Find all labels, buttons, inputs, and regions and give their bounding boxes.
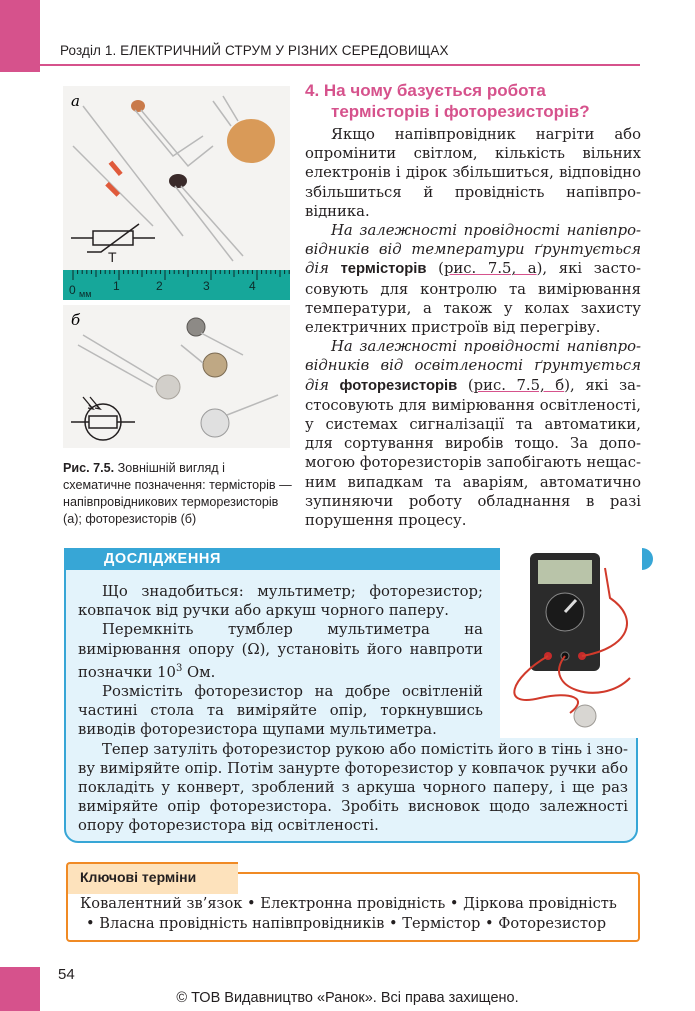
- photoresistor: [203, 353, 227, 377]
- figure-photoresistors: [63, 305, 290, 448]
- glass-thermistor: [105, 182, 120, 197]
- research-paragraph-3: Розмістіть фоторезистор на добре освітленій частині стола та виміряйте опір, торкнувшись виводів фоторезистора щупами мультиметра.: [78, 682, 483, 739]
- section-heading: [305, 80, 645, 122]
- caption-number: Рис. 7.5.: [63, 461, 115, 475]
- lead-wire: [201, 333, 243, 355]
- research-title: ДОСЛІДЖЕННЯ: [104, 551, 221, 567]
- disk-thermistor: [227, 119, 275, 163]
- figure-thermistors: [63, 86, 290, 270]
- key-terms-line-1: Ковалентний зв’язок • Електронна провідність • Діркова провідність: [80, 895, 617, 912]
- ruler-label-1: 1: [113, 279, 120, 293]
- ruler-label-4: 4: [249, 279, 256, 293]
- ruler-label-3: 3: [203, 279, 210, 293]
- svg-text:T: T: [108, 249, 117, 265]
- figure-ref-b[interactable]: рис. 7.5, б: [473, 376, 565, 394]
- research-paragraph-2: Перемкніть тумблер мультиметра на вимірювання опору (Ω), установіть його навпроти позначки $10^3$ Ом.: [78, 621, 483, 681]
- multimeter-display: [538, 560, 592, 584]
- caption-text: Зовнішній вигляд і схематичне позначення: термісторів — напівпровідникових терморезисторів (а); фоторезисторів (б): [63, 461, 292, 526]
- lead-wire: [141, 110, 213, 166]
- page-tab-top: [0, 0, 40, 72]
- research-paragraph-1: Що знадобиться: мультиметр; фоторезистор; ковпачок від ручки або аркуш чорного паперу.: [78, 583, 483, 620]
- figure-caption: [63, 460, 293, 528]
- lead-wire: [181, 345, 203, 363]
- ruler-label-0: 0: [69, 283, 76, 297]
- page-number: 54: [58, 966, 75, 983]
- lead-wire: [181, 186, 243, 256]
- ruler-scale: [63, 270, 290, 300]
- copyright: © ТОВ Видавництво «Ранок». Всі права захищено.: [176, 990, 519, 1006]
- thermistor-illustration: [63, 86, 290, 270]
- figure-ref-a[interactable]: рис. 7.5, а: [443, 260, 537, 278]
- bead-thermistor: [131, 100, 145, 112]
- paragraph-1: Якщо напівпровідник нагріти або опромінити світлом, кількість вільних електронів і дірок збільшиться, відповідно збільшиться й провідність напівпровідника.: [305, 126, 641, 220]
- photoresistor-symbol: [71, 397, 135, 440]
- chapter-header: Розділ 1. ЕЛЕКТРИЧНИЙ СТРУМ У РІЗНИХ СЕРЕДОВИЩАХ: [60, 43, 449, 58]
- glass-thermistor: [109, 161, 123, 176]
- photoresistor: [201, 409, 229, 437]
- figure-label-a: а: [71, 92, 80, 110]
- section-heading-line1: 4. На чому базується робота: [305, 81, 546, 100]
- epoxy-thermistor: [169, 174, 187, 188]
- thermistor-symbol: [71, 224, 155, 265]
- paragraph-photoresistors: На залежності провідності напівпровідників від освітленості ґрунтується дія фоторезисторів (рис. 7.5, б), які застосовують для вимірювання освітленості, у системах сигналізації та автоматики, для сортування виробів тощо. За допомогою фоторезисторів запобігають нещасним випадкам та аваріям, автоматично зупиняючи роботу обладнання в разі порушення процесу.: [305, 338, 641, 530]
- lead-wire: [78, 345, 153, 387]
- lead-wire: [175, 186, 233, 261]
- research-text: [78, 582, 628, 836]
- key-terms-line-2: • Власна провідність напівпровідників • Термістор • Фоторезистор: [86, 915, 607, 932]
- key-terms-title: Ключові терміни: [80, 869, 197, 885]
- ruler-label-2: 2: [156, 279, 163, 293]
- figure-label-b: б: [71, 311, 81, 329]
- lead-wire: [135, 110, 203, 156]
- photoresistor-illustration: [63, 305, 290, 448]
- section-heading-line2: термісторів і фоторезисторів?: [331, 102, 590, 121]
- paragraph-thermistors: На залежності провідності напівпровідників від температури ґрунтується дія термісторів (рис. 7.5, а), які застосовують для контролю та вимірювання температури, а також у колах захисту електричних пристроїв від перегріву.: [305, 222, 641, 337]
- lead-wire: [83, 335, 158, 380]
- research-paragraph-4: Тепер затуліть фоторезистор рукою або помістіть його в тінь і знову виміряйте опір. Потім занурте фоторезистор у ковпачок ручки або покладіть у конверт, зроблений з аркуша чорного паперу, і ще раз виміряйте опір фоторезистора. Зробіть висновок щодо залежності опору фоторезистора від освітленості.: [78, 740, 628, 835]
- ruler-unit: мм: [79, 289, 92, 299]
- ruler: [63, 270, 290, 300]
- lead-wire: [73, 146, 153, 226]
- lead-wire: [227, 395, 278, 415]
- photoresistor: [156, 375, 180, 399]
- section-body: [305, 125, 641, 530]
- header-divider: [40, 64, 640, 66]
